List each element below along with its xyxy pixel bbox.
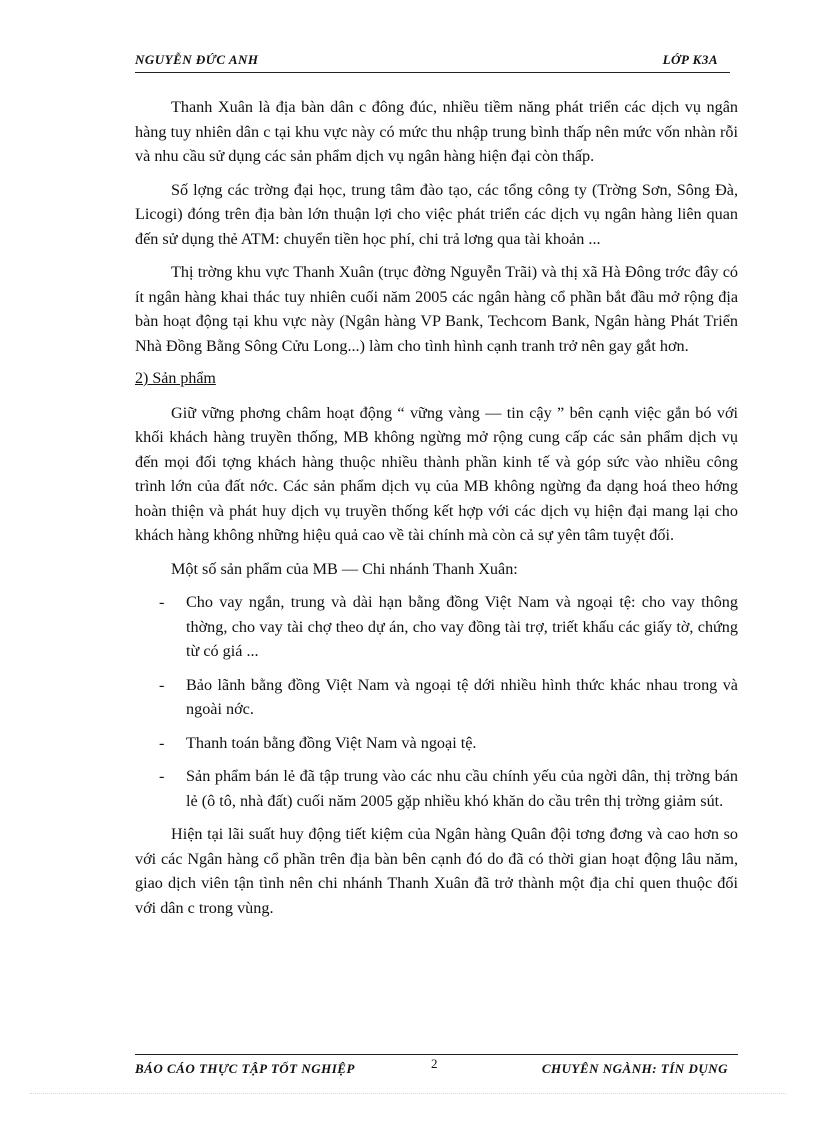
list-dash: - <box>159 593 165 611</box>
paragraph-1: Thanh Xuân là địa bàn dân c đông đúc, nhiều tiềm năng phát triển các dịch vụ ngân hàng tuy nhiên dân c tại khu vực này có mức thu nhập trung bình thấp nên mức vốn nhàn rỗi và nhu cầu sử dụng các sản phẩm dịch vụ ngân hàng hiện đại còn thấp. <box>135 98 738 165</box>
list-item-text: Bảo lãnh bằng đồng Việt Nam và ngoại tệ dới nhiều hình thức khác nhau trong và ngoài nớc. <box>186 675 738 718</box>
body-content <box>135 95 738 929</box>
page-header <box>135 50 730 73</box>
list-dash: - <box>159 733 165 752</box>
section-paragraph-1: Giữ vững phơng châm hoạt động “ vững vàng — tin cậy ” bên cạnh việc gắn bó với khối khách hàng truyền thống, MB không ngừng mở rộng cung cấp các sản phẩm dịch vụ đến mọi đối tợng khách hàng thuộc nhiều thành phần kinh tế và góp sức vào nhiều công trình lớn của đất nớc. Các sản phẩm dịch vụ của MB không ngừng đa dạng hoá theo hớng hoàn thiện và phát huy dịch vụ truyền thống kết hợp với các dịch vụ hiện đại mang lại cho khách hàng không những hiệu quả cao về tài chính mà còn cả sự yên tâm tuyệt đối. <box>135 403 738 544</box>
list-item-text: Thanh toán bằng đồng Việt Nam và ngoại tệ. <box>186 733 477 752</box>
list-dash: - <box>159 675 165 694</box>
list-item <box>135 590 738 664</box>
header-class: LỚP K3A <box>662 52 718 67</box>
paragraph-2: Số lợng các trờng đại học, trung tâm đào tạo, các tổng công ty (Trờng Sơn, Sông Đà, Licogi) đóng trên địa bàn lớn thuận lợi cho việc phát triển các dịch vụ ngân hàng liên quan đến sử dụng thẻ ATM: chuyển tiền học phí, chi trả lơng qua tài khoản ... <box>135 180 738 248</box>
footer-report-title: BÁO CÁO THỰC TẬP TỐT NGHIỆP <box>135 1061 355 1076</box>
page-number: 2 <box>431 1056 438 1071</box>
list-dash: - <box>159 767 165 785</box>
list-item-text: Sản phẩm bán lẻ đã tập trung vào các nhu cầu chính yếu của ngời dân, thị trờng bán lẻ (ô tô, nhà đất) cuối năm 2005 gặp nhiều khó khăn do cầu trên thị trờng giảm sút. <box>186 767 738 810</box>
product-list <box>135 590 738 813</box>
page-footer <box>135 1054 738 1077</box>
section-heading: 2) Sản phẩm <box>135 370 216 387</box>
list-item-text: Cho vay ngắn, trung và dài hạn bằng đồng Việt Nam và ngoại tệ: cho vay thông thờng, cho vay tài chợ theo dự án, cho vay đồng tài trợ, triết khấu các giấy tờ, chứng từ có giá ... <box>186 593 738 660</box>
footer-major: CHUYÊN NGÀNH: TÍN DỤNG <box>541 1061 728 1076</box>
closing-paragraph: Hiện tại lãi suất huy động tiết kiệm của Ngân hàng Quân đội tơng đơng và cao hơn so với các Ngân hàng cổ phần trên địa bàn bên cạnh đó do đã có thời gian hoạt động lâu năm, giao dịch viên tận tình nên chi nhánh Thanh Xuân đã trở thành một địa chỉ quen thuộc đối với dân c trong vùng. <box>135 825 738 917</box>
list-item <box>135 673 738 722</box>
list-item <box>135 731 738 756</box>
header-author: NGUYỄN ĐỨC ANH <box>135 52 259 67</box>
paragraph-3: Thị trờng khu vực Thanh Xuân (trục đờng Nguyễn Trãi) và thị xã Hà Đông trớc đây có ít ngân hàng khai thác tuy nhiên cuối năm 2005 các ngân hàng cổ phần bắt đầu mở rộng địa bàn hoạt động tại khu vực này (Ngân hàng VP Bank, Techcom Bank, Ngân hàng Phát Triển Nhà Đồng Bằng Sông Cửu Long...) làm cho tình hình cạnh tranh trở nên gay gắt hơn. <box>135 263 738 355</box>
list-item <box>135 764 738 813</box>
section-paragraph-2: Một số sản phẩm của MB — Chi nhánh Thanh Xuân: <box>171 559 518 578</box>
page-edge-dotted-line <box>30 1093 786 1094</box>
